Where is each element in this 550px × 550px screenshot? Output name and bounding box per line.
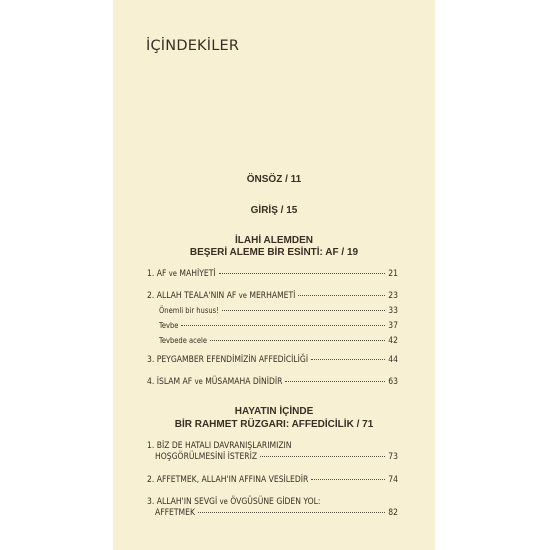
toc-entry-page: 42 xyxy=(388,336,398,346)
toc-entry-label: 3. PEYGAMBER EFENDİMİZİN AFFEDİCİLİĞİ xyxy=(147,355,309,365)
toc-entry-label: 1. AF ve MAHİYETİ xyxy=(147,269,216,279)
toc-entry-page: 44 xyxy=(388,355,398,365)
toc-entry-page: 82 xyxy=(388,508,398,518)
heading-onsoz: ÖNSÖZ / 11 xyxy=(246,174,302,185)
toc-entry xyxy=(147,496,398,519)
dot-leader xyxy=(298,295,385,296)
toc-entry-label-line1: 1. BİZ DE HATALI DAVRANIŞLARIMIZIN xyxy=(147,441,292,451)
toc-entry-label: 4. İSLAM AF ve MÜSAMAHA DİNİDİR xyxy=(147,377,283,387)
toc-entry-page: 63 xyxy=(388,377,398,387)
dot-leader xyxy=(285,381,385,382)
toc-entry xyxy=(147,290,398,302)
toc-entry xyxy=(147,268,398,280)
toc-entry-page: 33 xyxy=(388,306,398,316)
heading-section1-line2: BEŞERİ ALEME BİR ESİNTİ: AF / 19 xyxy=(189,247,359,258)
toc-entry-label-line1: 3. ALLAH'IN SEVGİ ve ÖVGÜSÜNE GİDEN YOL: xyxy=(147,497,321,507)
page-title: İÇİNDEKİLER xyxy=(146,38,240,54)
heading-section2-line2: BİR RAHMET RÜZGARI: AFFEDİCİLİK / 71 xyxy=(174,419,374,430)
toc-entry-page: 23 xyxy=(388,291,398,301)
toc-entry-label: 2. AFFETMEK, ALLAH'IN AFFINA VESİLEDİR xyxy=(147,475,309,485)
toc-entry-label: 2. ALLAH TEALA'NIN AF ve MERHAMETİ xyxy=(147,291,296,301)
dot-leader xyxy=(311,359,385,360)
toc-entry-label: Tevbede acele xyxy=(159,336,208,345)
toc-entry-page: 21 xyxy=(388,269,398,279)
heading-giris: GİRİŞ / 15 xyxy=(250,205,298,216)
toc-entry-label-line2: HOŞGÖRÜLMESİNİ İSTERİZ xyxy=(155,452,258,462)
toc-entry-label-line2: AFFETMEK xyxy=(155,508,195,518)
toc-entry xyxy=(147,475,398,486)
dot-leader xyxy=(181,325,385,326)
toc-entry-page: 74 xyxy=(388,475,398,485)
dot-leader xyxy=(222,310,385,311)
book-page xyxy=(113,0,435,550)
dot-leader xyxy=(219,273,386,274)
toc-subentry xyxy=(159,335,398,347)
dot-leader xyxy=(311,479,385,480)
toc-entry-page: 37 xyxy=(388,321,398,331)
toc-subentry xyxy=(159,305,398,317)
toc-entry-label: Tevbe xyxy=(159,321,179,330)
toc-entry xyxy=(147,441,398,463)
toc-entry-page: 73 xyxy=(388,452,398,462)
toc-entry-label: Önemli bir husus! xyxy=(159,306,219,315)
toc-subentry xyxy=(159,320,398,332)
heading-section2-line1: HAYATIN İÇİNDE xyxy=(234,406,314,417)
dot-leader xyxy=(198,512,385,513)
dot-leader xyxy=(210,340,385,341)
heading-section1-line1: İLAHİ ALEMDEN xyxy=(235,235,313,246)
toc-entry xyxy=(147,355,398,366)
toc-entry xyxy=(147,376,398,388)
dot-leader xyxy=(260,456,385,457)
